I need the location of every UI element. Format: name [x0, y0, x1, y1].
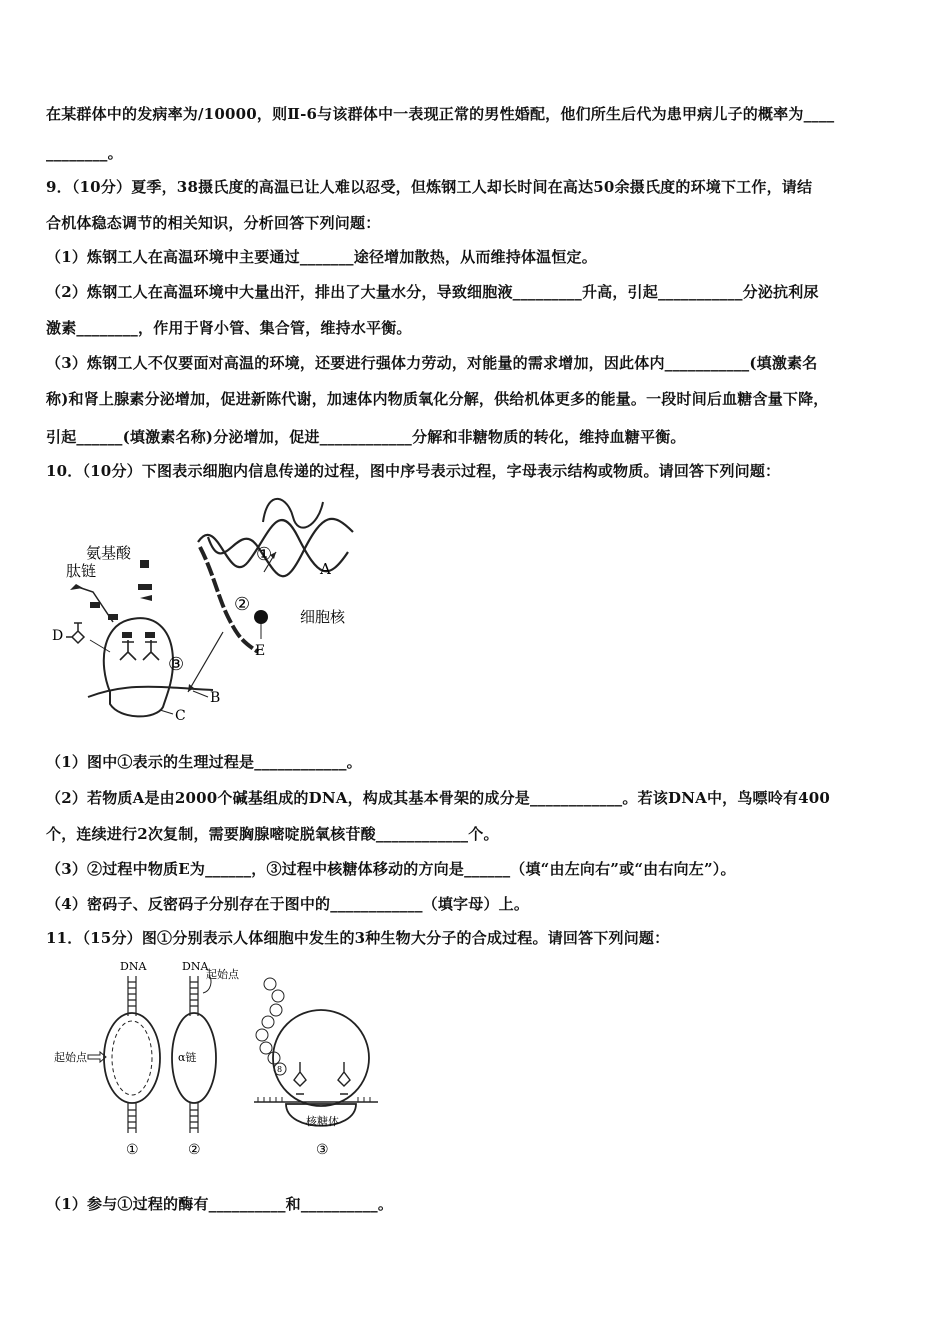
label-A: A — [320, 560, 331, 578]
peptide-block-2 — [90, 602, 100, 608]
figure-synthesis — [48, 958, 388, 1158]
line-12: （2）若物质A是由2000个碱基组成的DNA，构成其基本骨架的成分是____________。若该DNA中，鸟嘌呤有400 — [46, 789, 831, 807]
leader-C — [160, 710, 173, 714]
line-2: 9．（10分）夏季，38摄氏度的高温已让人难以忍受，但炼钢工人却长时间在高达50余摄氏度的环境下工作，请结 — [46, 178, 813, 196]
line-0: 在某群体中的发病率为/10000，则Ⅱ-6与该群体中一表现正常的男性婚配，他们所生后代为患甲病儿子的概率为____ — [46, 105, 835, 123]
line-11: （1）图中①表示的生理过程是____________。 — [46, 753, 362, 771]
line-6: 激素________，作用于肾小管、集合管，维持水平衡。 — [46, 319, 412, 337]
bead-2 — [272, 990, 284, 1002]
line-16: 11．（15分）图①分别表示人体细胞中发生的3种生物大分子的合成过程。请回答下列问题： — [46, 929, 670, 947]
trna-1 — [120, 640, 136, 660]
enzyme-E — [254, 610, 268, 624]
line-9: 引起______(填激素名称)分泌增加，促进____________分解和非糖物质的转化，维持血糖平衡。 — [46, 428, 686, 446]
label-D: D — [52, 628, 64, 644]
figure-gene-expression — [48, 492, 368, 732]
dna-ladder-top-2 — [190, 976, 198, 1016]
label-panel-3: ③ — [316, 1142, 329, 1158]
bead-4 — [262, 1016, 274, 1028]
label-nucleus: 细胞核 — [300, 608, 346, 626]
peptide-arrow — [70, 584, 83, 590]
trna-D — [66, 623, 84, 643]
dna-ladder-top-1 — [128, 976, 136, 1016]
label-B: B — [210, 690, 221, 706]
bead-5 — [256, 1029, 268, 1041]
line-17: （1）参与①过程的酶有__________和__________。 — [46, 1195, 394, 1213]
arrow-mrna-out — [188, 632, 223, 692]
label-process-3: ③ — [168, 654, 185, 675]
label-process-1: ① — [256, 544, 273, 565]
label-E: E — [255, 643, 266, 659]
bead-3 — [270, 1004, 282, 1016]
label-dna-2: DNA — [182, 960, 209, 973]
bead-1 — [264, 978, 276, 990]
peptide-block-1 — [108, 614, 118, 620]
trna-3b — [338, 1062, 350, 1094]
label-process-2: ② — [234, 594, 251, 615]
line-1: ________。 — [46, 144, 123, 162]
line-7: （3）炼钢工人不仅要面对高温的环境，还要进行强体力劳动，对能量的需求增加，因此体内___________(填激素名 — [46, 354, 818, 372]
label-alpha: α链 — [178, 1051, 197, 1064]
free-aa-3 — [140, 595, 152, 601]
free-aa-1 — [140, 560, 149, 568]
line-13: 个，连续进行2次复制，需要胸腺嘧啶脱氧核苷酸____________个。 — [46, 825, 499, 843]
label-origin-left: 起始点 — [54, 1051, 87, 1064]
line-14: （3）②过程中物质E为______，③过程中核糖体移动的方向是______（填“由左向右”或“由右向左”）。 — [46, 860, 736, 878]
line-4: （1）炼钢工人在高温环境中主要通过_______途径增加散热，从而维持体温恒定。 — [46, 248, 597, 266]
line-3: 合机体稳态调节的相关知识，分析回答下列问题： — [46, 214, 381, 232]
line-10: 10．（10分）下图表示细胞内信息传递的过程，图中序号表示过程，字母表示结构或物质。请回答下列问题： — [46, 462, 781, 480]
dna-strand-2 — [208, 519, 353, 576]
line-5: （2）炼钢工人在高温环境中大量出汗，排出了大量水分，导致细胞液_________升高，引起___________分泌抗利尿 — [46, 283, 819, 301]
line-15: （4）密码子、反密码子分别存在于图中的____________（填字母）上。 — [46, 895, 530, 913]
label-C: C — [175, 708, 186, 724]
leader-B — [193, 691, 208, 697]
replication-bubble-inner — [112, 1021, 152, 1095]
aa-block-2 — [145, 632, 155, 638]
label-bead-8: 8 — [277, 1065, 283, 1074]
dna-top-loop — [263, 499, 323, 528]
label-dna-1: DNA — [120, 960, 147, 973]
dna-ladder-bottom-2 — [190, 1103, 198, 1133]
label-aminoacid: 氨基酸 — [86, 544, 132, 562]
label-panel-1: ① — [126, 1142, 139, 1158]
trna-2 — [143, 640, 159, 660]
label-peptide: 肽链 — [66, 562, 97, 580]
bead-6 — [260, 1042, 272, 1054]
ribosome-body — [104, 618, 173, 716]
label-ribosome: 核糖体 — [306, 1115, 339, 1128]
line-8: 称)和肾上腺素分泌增加，促进新陈代谢，加速体内物质氧化分解，供给机体更多的能量。一段时间后血糖含量下降， — [46, 390, 829, 408]
label-origin-top: 起始点 — [206, 968, 239, 981]
ribosome-large — [273, 1010, 369, 1106]
free-aa-2 — [138, 584, 152, 590]
trna-3a — [294, 1062, 306, 1094]
dna-ladder-bottom-1 — [128, 1103, 136, 1133]
aa-block-1 — [122, 632, 132, 638]
label-panel-2: ② — [188, 1142, 201, 1158]
